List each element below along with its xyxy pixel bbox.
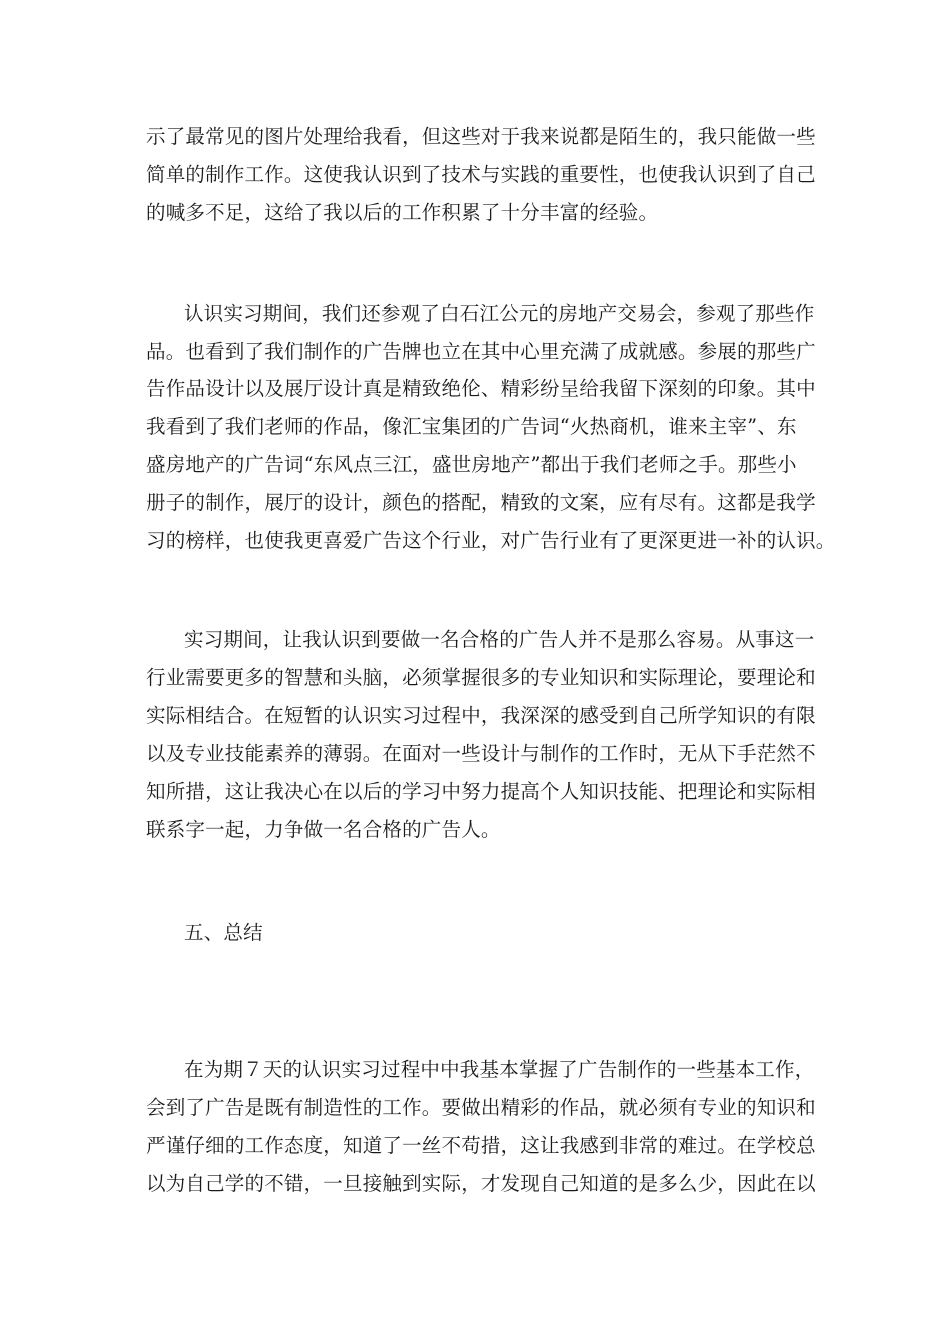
paragraph-5-line-1: 在为期７天的认识实习过程中中我基本掌握了广告制作的一些基本工作，	[184, 1058, 815, 1081]
paragraph-1-line-3: 的喊多不足，这给了我以后的工作积累了十分丰富的经验。	[146, 201, 659, 224]
paragraph-5-line-2: 会到了广告是既有制造性的工作。要做出精彩的作品，就必须有专业的知识和	[146, 1096, 816, 1119]
paragraph-2-line-5: 盛房地产的广告词“东风点三江，盛世房地产”都出于我们老师之手。那些小	[146, 453, 797, 476]
section-heading-summary: 五、总结	[184, 921, 263, 944]
paragraph-2-line-2: 品。也看到了我们制作的广告牌也立在其中心里充满了成就感。参展的那些广	[146, 340, 816, 363]
paragraph-3-line-1: 实习期间，让我认识到要做一名合格的广告人并不是那么容易。从事这一	[184, 628, 815, 651]
paragraph-3-line-6: 联系字一起，力争做一名合格的广告人。	[146, 818, 501, 841]
paragraph-2-line-3: 告作品设计以及展厅设计真是精致绝伦、精彩纷呈给我留下深刻的印象。其中	[146, 377, 816, 400]
paragraph-2-line-7: 习的榜样，也使我更喜爱广告这个行业，对广告行业有了更深更进一补的认识。	[146, 529, 836, 552]
paragraph-2-line-1: 认识实习期间，我们还参观了白石江公元的房地产交易会，参观了那些作	[184, 302, 815, 325]
paragraph-1-line-2: 简单的制作工作。这使我认识到了技术与实践的重要性，也使我认识到了自己	[146, 163, 816, 186]
paragraph-2-line-4: 我看到了我们老师的作品，像汇宝集团的广告词“火热商机，谁来主宰”、东	[146, 415, 797, 438]
paragraph-3-line-4: 以及专业技能素养的薄弱。在面对一些设计与制作的工作时，无从下手茫然不	[146, 742, 816, 765]
paragraph-5-line-3: 严谨仔细的工作态度，知道了一丝不苟措，这让我感到非常的难过。在学校总	[146, 1134, 816, 1157]
paragraph-5-line-4: 以为自己学的不错，一旦接触到实际，才发现自己知道的是多么少，因此在以	[146, 1172, 816, 1195]
paragraph-3-line-5: 知所措，这让我决心在以后的学习中努力提高个人知识技能、把理论和实际相	[146, 780, 816, 803]
paragraph-2-line-6: 册子的制作，展厅的设计，颜色的搭配，精致的文案，应有尽有。这都是我学	[146, 491, 816, 514]
paragraph-1-line-1: 示了最常见的图片处理给我看，但这些对于我来说都是陌生的，我只能做一些	[146, 125, 816, 148]
paragraph-3-line-2: 行业需要更多的智慧和头脑，必须掌握很多的专业知识和实际理论，要理论和	[146, 666, 816, 689]
paragraph-3-line-3: 实际相结合。在短暂的认识实习过程中，我深深的感受到自己所学知识的有限	[146, 704, 816, 727]
